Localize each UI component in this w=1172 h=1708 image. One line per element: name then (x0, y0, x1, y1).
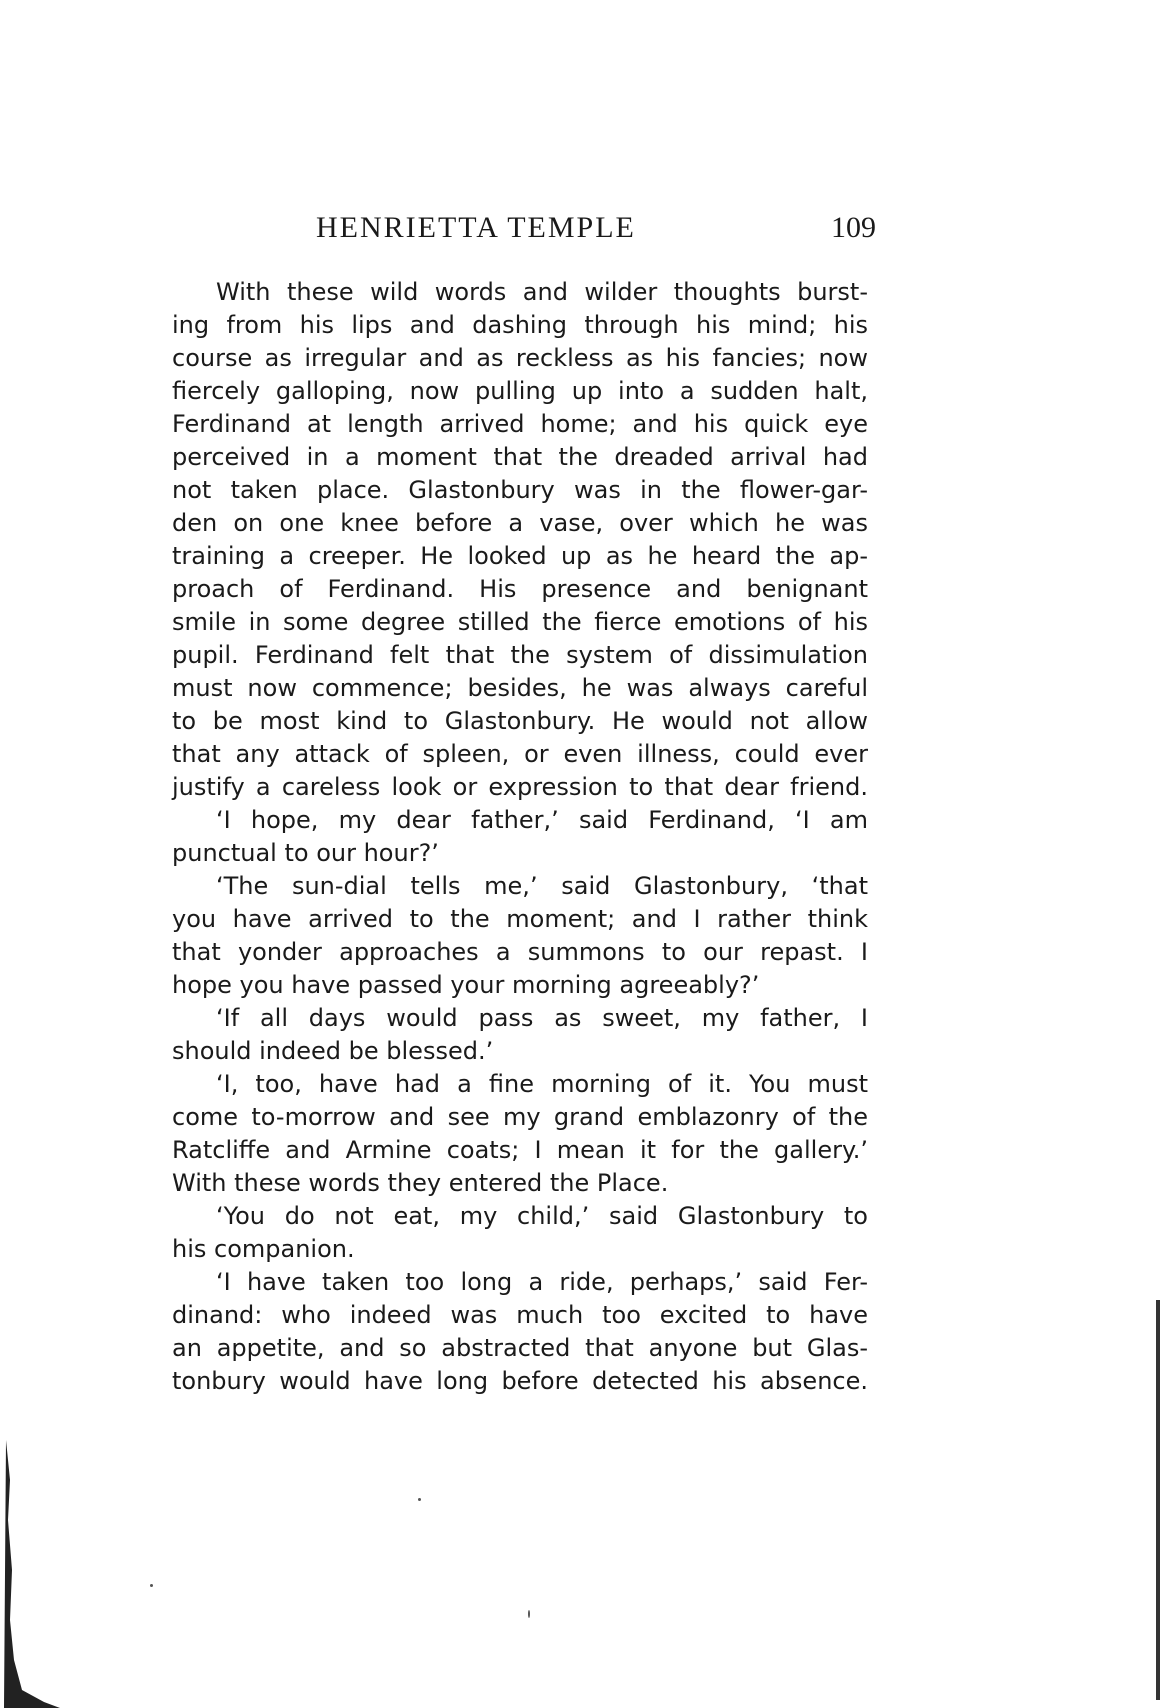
text-line: perceived in a moment that the dreaded arrival had (172, 443, 868, 471)
text-line: fiercely galloping, now pulling up into a sudden halt, (172, 377, 868, 405)
text-line: to be most kind to Glastonbury. He would not allow (172, 707, 868, 735)
text-line: come to-morrow and see my grand emblazonry of the (172, 1103, 868, 1131)
scan-edge-line (1156, 1300, 1160, 1700)
text-line: proach of Ferdinand. His presence and benignant (172, 575, 868, 603)
text-line: punctual to our hour?’ (172, 839, 439, 867)
text-line: smile in some degree stilled the fierce emotions of his (172, 608, 868, 636)
scan-speck (150, 1584, 153, 1587)
text-line: ‘I, too, have had a fine morning of it. You must (216, 1070, 868, 1098)
running-title: HENRIETTA TEMPLE (316, 211, 636, 244)
text-line: den on one knee before a vase, over which he was (172, 509, 868, 537)
text-line: that any attack of spleen, or even illness, could ever (172, 740, 868, 768)
text-line: not taken place. Glastonbury was in the flower-gar- (172, 476, 868, 504)
text-line: ing from his lips and dashing through his mind; his (172, 311, 868, 339)
text-line: training a creeper. He looked up as he heard the ap- (172, 542, 868, 570)
text-line: Ratcliffe and Armine coats; I mean it for the gallery.’ (172, 1136, 868, 1164)
text-line: an appetite, and so abstracted that anyone but Glas- (172, 1334, 868, 1362)
text-line: hope you have passed your morning agreeably?’ (172, 971, 760, 999)
text-line: Ferdinand at length arrived home; and his quick eye (172, 410, 868, 438)
text-line: should indeed be blessed.’ (172, 1037, 494, 1065)
text-line: ‘You do not eat, my child,’ said Glastonbury to (216, 1202, 868, 1230)
scan-gutter-shadow (4, 1440, 60, 1708)
page-number: 109 (831, 211, 876, 244)
body-text (172, 276, 868, 1398)
running-head (316, 208, 876, 248)
text-line: justify a careless look or expression to that dear friend. (172, 773, 868, 801)
text-line: course as irregular and as reckless as his fancies; now (172, 344, 868, 372)
text-line: you have arrived to the moment; and I rather think (172, 905, 868, 933)
scan-speck (528, 1610, 530, 1618)
text-line: that yonder approaches a summons to our repast. I (172, 938, 868, 966)
text-line: ‘If all days would pass as sweet, my father, I (216, 1004, 868, 1032)
text-line: ‘I have taken too long a ride, perhaps,’ said Fer- (216, 1268, 868, 1296)
text-line: ‘The sun-dial tells me,’ said Glastonbury, ‘that (216, 872, 868, 900)
text-line: With these words they entered the Place. (172, 1169, 669, 1197)
text-line: dinand: who indeed was much too excited to have (172, 1301, 868, 1329)
scan-speck (418, 1498, 421, 1501)
text-line: With these wild words and wilder thoughts burst- (216, 278, 868, 306)
text-line: ‘I hope, my dear father,’ said Ferdinand, ‘I am (216, 806, 868, 834)
text-line: pupil. Ferdinand felt that the system of dissimulation (172, 641, 868, 669)
text-line: tonbury would have long before detected his absence. (172, 1367, 868, 1395)
text-line: his companion. (172, 1235, 355, 1263)
text-line: must now commence; besides, he was always careful (172, 674, 868, 702)
